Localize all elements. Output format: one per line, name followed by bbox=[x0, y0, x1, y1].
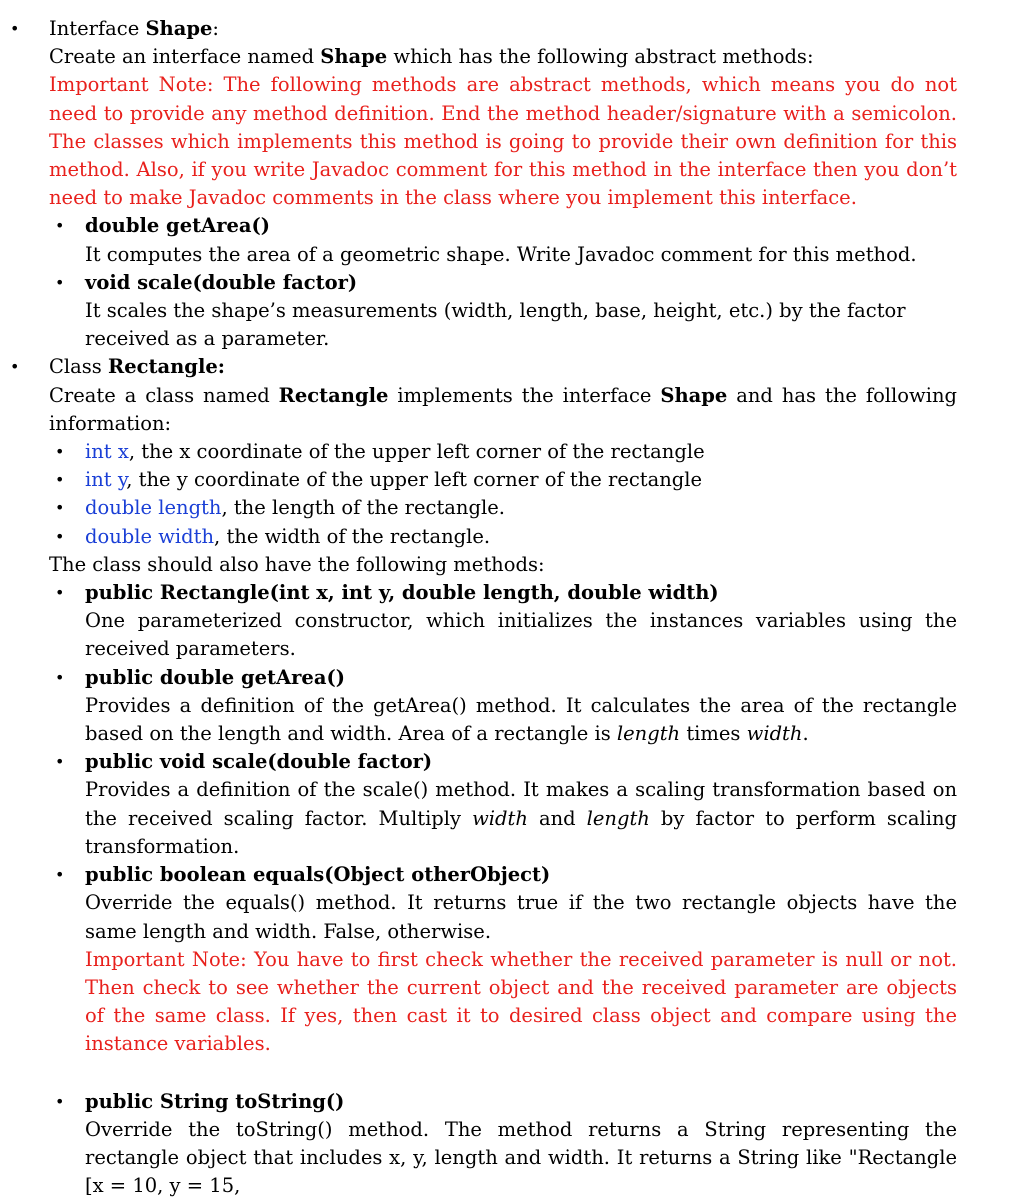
method-description: It computes the area of a geometric shape. Write Javadoc comment for this method. bbox=[85, 242, 917, 266]
field-item bbox=[49, 523, 957, 551]
field-item bbox=[49, 438, 957, 466]
method-description: Override the toString() method. The method returns a String representing the rectangle object that includes x, y, length and width. It returns a String like "Rectangle [x = 10, y = 15, bbox=[85, 1117, 957, 1198]
methods-intro: The class should also have the following methods: bbox=[49, 552, 545, 576]
method-item-constructor bbox=[49, 579, 957, 664]
spacer bbox=[49, 1059, 957, 1088]
bullet-icon: • bbox=[55, 1091, 65, 1111]
bullet-icon: • bbox=[55, 667, 65, 687]
method-description: One parameterized constructor, which initializes the instances variables using the received parameters. bbox=[85, 609, 957, 661]
method-signature: void scale(double factor) bbox=[85, 270, 358, 294]
method-item-equals bbox=[49, 861, 957, 1058]
field-declaration: double length bbox=[85, 496, 222, 520]
field-item bbox=[49, 466, 957, 494]
method-signature: public double getArea() bbox=[85, 665, 345, 689]
method-description: Provides a definition of the getArea() method. It calculates the area of the rectangle based on the length and width. Area of a rectangle is length times width. bbox=[85, 693, 957, 746]
bullet-icon: • bbox=[55, 442, 65, 462]
equals-important-note: Important Note: You have to first check whether the received parameter is null or not. Then check to see whether the current object and the received parameter are objects of the same class. If yes, then cast it to desired class object and compare using the instance variables. bbox=[85, 947, 957, 1056]
bullet-icon: • bbox=[55, 272, 65, 292]
field-declaration: double width bbox=[85, 524, 215, 548]
field-item bbox=[49, 494, 957, 522]
field-declaration: int y bbox=[85, 468, 127, 492]
method-item-getarea bbox=[49, 664, 957, 749]
bullet-icon: • bbox=[55, 752, 65, 772]
method-signature: public Rectangle(int x, int y, double length, double width) bbox=[85, 581, 719, 605]
method-signature: public boolean equals(Object otherObject) bbox=[85, 863, 551, 887]
field-description: , the width of the rectangle. bbox=[214, 524, 491, 548]
bullet-icon: • bbox=[10, 19, 20, 38]
method-item-tostring bbox=[49, 1088, 957, 1200]
shape-section bbox=[0, 15, 957, 353]
rectangle-heading: Class Rectangle: bbox=[49, 355, 225, 379]
method-signature: public String toString() bbox=[85, 1089, 345, 1113]
bullet-icon: • bbox=[55, 216, 65, 236]
field-description: , the x coordinate of the upper left corner of the rectangle bbox=[128, 440, 705, 464]
bullet-icon: • bbox=[55, 583, 65, 603]
shape-heading: Interface Shape: bbox=[49, 17, 219, 40]
method-signature: double getArea() bbox=[85, 214, 271, 238]
bullet-icon: • bbox=[55, 498, 65, 518]
field-declaration: int x bbox=[85, 440, 129, 464]
shape-method-item bbox=[49, 212, 957, 268]
method-description: Override the equals() method. It returns true if the two rectangle objects have the same length and width. False, otherwise. bbox=[85, 891, 957, 943]
bullet-icon: • bbox=[55, 470, 65, 490]
bullet-icon: • bbox=[55, 865, 65, 885]
shape-method-item bbox=[49, 269, 957, 354]
bullet-icon: • bbox=[10, 357, 20, 377]
method-signature: public void scale(double factor) bbox=[85, 750, 433, 774]
field-description: , the y coordinate of the upper left corner of the rectangle bbox=[126, 468, 703, 492]
rectangle-section bbox=[0, 353, 957, 1200]
field-description: , the length of the rectangle. bbox=[221, 496, 505, 520]
method-description: It scales the shape’s measurements (width, length, base, height, etc.) by the factor received as a parameter. bbox=[85, 299, 906, 351]
shape-intro: Create an interface named Shape which has the following abstract methods: bbox=[49, 45, 814, 69]
method-description: Provides a definition of the scale() method. It makes a scaling transformation based on the received scaling factor. Multiply width and length by factor to perform scaling transformation. bbox=[85, 778, 957, 858]
rectangle-intro: Create a class named Rectangle implements the interface Shape and has the following information: bbox=[49, 383, 957, 435]
method-item-scale bbox=[49, 748, 957, 861]
shape-important-note: Important Note: The following methods are abstract methods, which means you do not need to provide any method definition. End the method header/signature with a semicolon. The classes which implements this method is going to provide their own definition for this method. Also, if you write Javadoc comment for this method in the interface then you don’t need to make Javadoc comments in the class where you implement this interface. bbox=[49, 73, 957, 210]
bullet-icon: • bbox=[55, 526, 65, 546]
